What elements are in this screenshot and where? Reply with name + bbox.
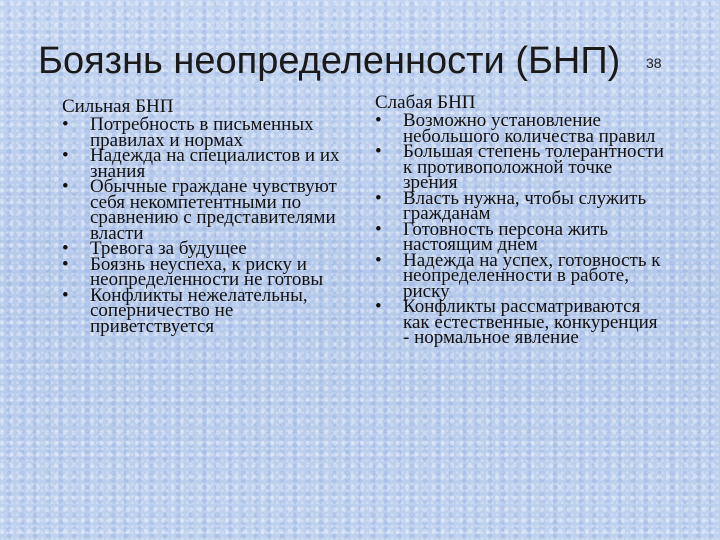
list-item: • Готовность персона жить настоящим днем [375, 222, 665, 253]
slide-title: Боязнь неопределенности (БНП) [38, 40, 621, 82]
weak-uncertainty-column [375, 94, 665, 346]
column-heading-strong: Сильная БНП [62, 96, 174, 117]
list-item: • Возможно установление небольшого количества правил [375, 113, 665, 144]
list-item: • Большая степень толерантности к противоположной точке зрения [375, 144, 665, 191]
list-item: • Тревога за будущее [62, 241, 352, 257]
list-item: • Обычные граждане чувствуют себя некомпетентными по сравнению с представителями власти [62, 179, 352, 241]
column-heading-weak: Слабая БНП [375, 92, 476, 113]
list-item: • Надежда на успех, готовность к неопределенности в работе, риску [375, 253, 665, 300]
slide-number: 38 [646, 55, 662, 71]
strong-uncertainty-column [62, 96, 352, 337]
list-item: • Конфликты рассматриваются как естественные, конкуренция - нормальное явление [375, 299, 665, 346]
list-item: • Надежда на специалистов и их знания [62, 148, 352, 179]
list-item: • Власть нужна, чтобы служить гражданам [375, 191, 665, 222]
weak-uncertainty-list [375, 110, 665, 348]
list-item: • Конфликты нежелательны, соперничество не приветствуется [62, 288, 352, 335]
list-item: • Боязнь неуспеха, к риску и неопределенности не готовы [62, 257, 352, 288]
list-item: • Потребность в письменных правилах и нормах [62, 117, 352, 148]
strong-uncertainty-list [62, 114, 352, 337]
